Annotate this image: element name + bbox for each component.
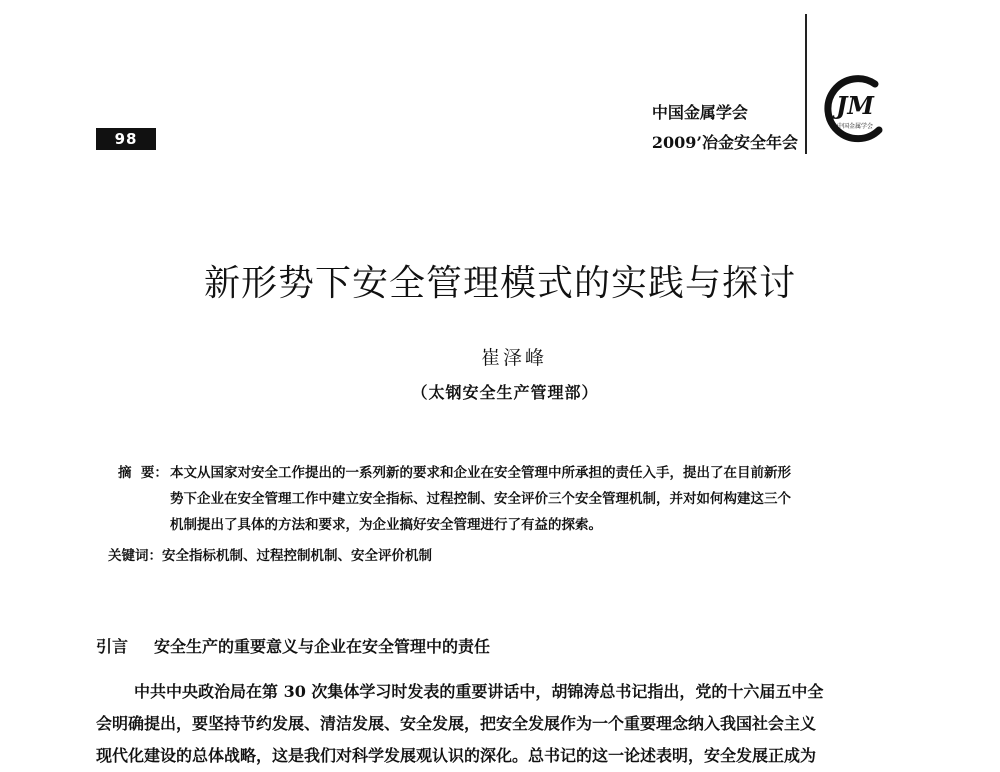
paper-title: 新形势下安全管理模式的实践与探讨 <box>203 263 796 304</box>
body-line: 中共中央政治局在第 30 次集体学习时发表的重要讲话中，胡锦涛总书记指出，党的十六届五中全 <box>134 682 824 701</box>
abstract <box>118 460 888 538</box>
abstract-line: 机制提出了具体的方法和要求，为企业搞好安全管理进行了有益的探索。 <box>170 517 602 533</box>
page-number: 98 <box>96 128 156 150</box>
abstract-line: 势下企业在安全管理工作中建立安全指标、过程控制、安全评价三个安全管理机制，并对如何构建这三个 <box>170 491 791 507</box>
body-line: 会明确提出，要坚持节约发展、清洁发展、安全发展，把安全发展作为一个重要理念纳入我国社会主义 <box>96 714 817 733</box>
section-heading <box>96 634 490 657</box>
header-divider <box>805 14 807 154</box>
section-number: 引言 <box>96 637 129 656</box>
abstract-label: 摘 要： <box>118 465 168 481</box>
keywords-label: 关键词： <box>108 548 162 564</box>
logo-mark: JM <box>836 91 874 120</box>
society-name: 中国金属学会 <box>651 103 748 122</box>
conference-name: 2009’冶金安全年会 <box>651 133 798 152</box>
body-line: 现代化建设的总体战略，这是我们对科学发展观认识的深化。总书记的这一论述表明，安全发展正成为 <box>96 746 817 765</box>
running-header <box>652 98 798 158</box>
logo-caption: 中国金属学会 <box>836 123 874 130</box>
author-name: 崔泽峰 <box>480 347 547 369</box>
author-affiliation: （太钢安全生产管理部） <box>411 383 599 402</box>
abstract-line: 本文从国家对安全工作提出的一系列新的要求和企业在安全管理中所承担的责任入手，提出了在目前新形 <box>170 465 791 481</box>
society-logo-icon <box>815 72 889 146</box>
keywords <box>108 544 432 564</box>
abstract-body <box>170 460 888 538</box>
body-paragraph <box>96 676 916 772</box>
section-title: 安全生产的重要意义与企业在安全管理中的责任 <box>154 637 491 656</box>
keywords-text: 安全指标机制、过程控制机制、安全评价机制 <box>162 548 432 564</box>
